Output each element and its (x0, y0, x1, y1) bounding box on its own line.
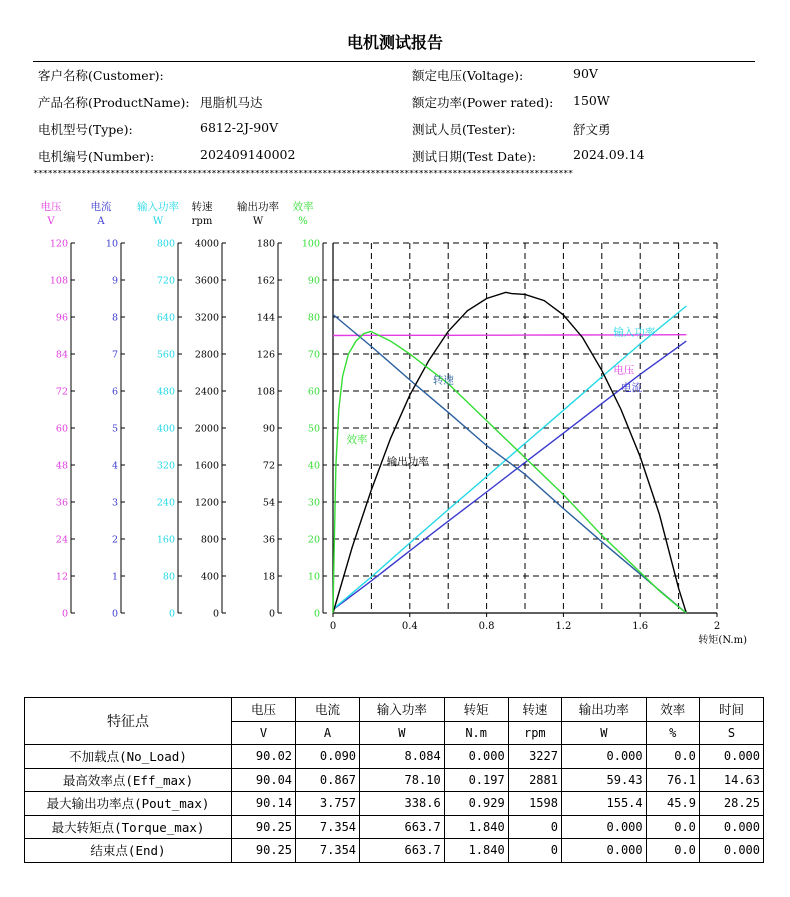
tester-value: 舒文勇 (573, 122, 611, 137)
x-tick-label: 1.2 (555, 621, 572, 632)
y-tick-label: 0 (61, 608, 68, 620)
cell: 663.7 (360, 839, 445, 863)
header-feature-point: 特征点 (25, 698, 232, 745)
cell: 1598 (508, 792, 561, 816)
voltage-label: 额定电压(Voltage): (412, 68, 524, 83)
y-tick-label: 1600 (194, 460, 219, 472)
table-row (25, 839, 764, 863)
axis-title-efficiency: 效率 (292, 201, 314, 213)
y-tick-label: 1200 (194, 497, 219, 509)
series-label-input_power: 输入功率 (613, 326, 656, 339)
table-header-row (25, 698, 764, 722)
y-tick-label: 30 (307, 497, 320, 509)
type-value: 6812-2J-90V (200, 120, 279, 135)
row-name: 最大转矩点(Torque_max) (25, 815, 232, 839)
y-tick-label: 480 (156, 386, 175, 398)
cell: 14.63 (699, 768, 763, 792)
cell: 90.25 (232, 839, 296, 863)
y-tick-label: 5 (111, 423, 118, 435)
cell: 28.25 (699, 792, 763, 816)
y-tick-label: 36 (55, 497, 68, 509)
y-tick-label: 2800 (194, 349, 219, 361)
y-tick-label: 800 (156, 238, 175, 250)
cell: 0.197 (444, 768, 508, 792)
cell: 3.757 (296, 792, 360, 816)
cell: 8.084 (360, 745, 445, 769)
y-tick-label: 10 (307, 571, 320, 583)
y-tick-label: 100 (301, 238, 320, 250)
cell: 90.02 (232, 745, 296, 769)
y-tick-label: 144 (256, 312, 275, 324)
cell: 0.000 (699, 815, 763, 839)
y-tick-label: 72 (55, 386, 68, 398)
series-label-speed: 转速 (432, 374, 454, 387)
col-header: 转矩 (444, 698, 508, 722)
y-tick-label: 80 (307, 312, 320, 324)
col-unit: A (296, 721, 360, 745)
axis-title-input_power: 输入功率 (137, 201, 179, 213)
row-name: 结束点(End) (25, 839, 232, 863)
customer-label: 客户名称(Customer): (38, 68, 164, 83)
y-tick-label: 320 (156, 460, 175, 472)
y-tick-label: 60 (55, 423, 68, 435)
cell: 90.04 (232, 768, 296, 792)
y-tick-label: 36 (262, 534, 275, 546)
y-tick-label: 90 (307, 275, 320, 287)
x-tick-label: 1.6 (632, 621, 649, 632)
title-rule (33, 61, 755, 62)
axis-title-voltage: 电压 (40, 201, 62, 213)
cell: 0.000 (561, 815, 646, 839)
y-tick-label: 2400 (194, 386, 219, 398)
y-tick-label: 60 (307, 386, 320, 398)
y-tick-label: 400 (156, 423, 175, 435)
col-header: 时间 (699, 698, 763, 722)
date-label: 测试日期(Test Date): (412, 149, 537, 164)
y-tick-label: 560 (156, 349, 175, 361)
y-tick-label: 400 (200, 571, 219, 583)
type-label: 电机型号(Type): (38, 122, 133, 137)
cell: 0.867 (296, 768, 360, 792)
axis-unit-voltage: V (47, 216, 55, 227)
x-tick-label: 0.4 (401, 621, 418, 632)
series-label-efficiency: 效率 (346, 433, 368, 446)
series-label-current: 电流 (621, 382, 642, 394)
cell: 90.14 (232, 792, 296, 816)
col-header: 转速 (508, 698, 561, 722)
col-unit: N.m (444, 721, 508, 745)
cell: 663.7 (360, 815, 445, 839)
y-tick-label: 3 (111, 497, 118, 509)
y-tick-label: 1 (111, 571, 118, 583)
row-name: 最高效率点(Eff_max) (25, 768, 232, 792)
col-unit: W (561, 721, 646, 745)
cell: 0.0 (646, 745, 699, 769)
y-tick-label: 640 (156, 312, 175, 324)
cell: 0.000 (561, 839, 646, 863)
cell: 0.929 (444, 792, 508, 816)
y-tick-label: 800 (200, 534, 219, 546)
star-separator: **************************************************************************************************************** (33, 170, 573, 178)
y-tick-label: 0 (168, 608, 175, 620)
cell: 0.000 (699, 745, 763, 769)
cell: 76.1 (646, 768, 699, 792)
x-tick-label: 2 (713, 621, 721, 632)
series-label-voltage: 电压 (613, 364, 635, 377)
col-header: 效率 (646, 698, 699, 722)
product-value: 甩脂机马达 (200, 95, 263, 110)
y-tick-label: 7 (111, 349, 118, 361)
cell: 0.000 (699, 839, 763, 863)
motor-performance-chart (0, 190, 790, 660)
axis-unit-input_power: W (152, 216, 164, 227)
col-header: 输出功率 (561, 698, 646, 722)
cell: 0.0 (646, 839, 699, 863)
col-unit: rpm (508, 721, 561, 745)
y-tick-label: 3600 (194, 275, 219, 287)
y-tick-label: 9 (111, 275, 118, 287)
x-tick-label: 0.8 (478, 621, 495, 632)
y-tick-label: 120 (49, 238, 68, 250)
y-tick-label: 180 (256, 238, 275, 250)
tester-label: 测试人员(Tester): (412, 122, 516, 137)
y-tick-label: 40 (307, 460, 320, 472)
col-unit: V (232, 721, 296, 745)
y-tick-label: 108 (256, 386, 275, 398)
y-tick-label: 18 (262, 571, 275, 583)
col-unit: W (360, 721, 445, 745)
table-row (25, 768, 764, 792)
y-tick-label: 2 (111, 534, 118, 546)
characteristic-points-table (24, 697, 764, 863)
cell: 0.000 (444, 745, 508, 769)
axis-unit-speed: rpm (191, 216, 213, 227)
cell: 45.9 (646, 792, 699, 816)
series-label-output_power: 输出功率 (386, 456, 429, 468)
y-tick-label: 10 (105, 238, 118, 250)
y-tick-label: 96 (55, 312, 68, 324)
y-tick-label: 126 (256, 349, 275, 361)
cell: 2881 (508, 768, 561, 792)
power-value: 150W (573, 93, 610, 108)
report-title: 电机测试报告 (346, 33, 443, 52)
y-tick-label: 240 (156, 497, 175, 509)
cell: 7.354 (296, 839, 360, 863)
number-value: 202409140002 (200, 147, 296, 162)
x-tick-label: 0 (329, 621, 337, 632)
product-label: 产品名称(ProductName): (38, 95, 190, 110)
cell: 1.840 (444, 815, 508, 839)
y-tick-label: 108 (49, 275, 68, 287)
y-tick-label: 70 (307, 349, 320, 361)
y-tick-label: 8 (111, 312, 118, 324)
cell: 0.0 (646, 815, 699, 839)
cell: 59.43 (561, 768, 646, 792)
y-tick-label: 160 (156, 534, 175, 546)
y-tick-label: 720 (156, 275, 175, 287)
y-tick-label: 48 (55, 460, 68, 472)
col-header: 输入功率 (360, 698, 445, 722)
y-tick-label: 0 (313, 608, 320, 620)
row-name: 不加载点(No_Load) (25, 745, 232, 769)
table-row (25, 792, 764, 816)
axis-title-current: 电流 (90, 201, 112, 213)
col-unit: S (699, 721, 763, 745)
y-tick-label: 3200 (194, 312, 219, 324)
power-label: 额定功率(Power rated): (412, 95, 554, 110)
cell: 0.000 (561, 745, 646, 769)
y-tick-label: 2000 (194, 423, 219, 435)
y-tick-label: 6 (111, 386, 118, 398)
cell: 0.090 (296, 745, 360, 769)
cell: 0 (508, 839, 561, 863)
number-label: 电机编号(Number): (38, 149, 155, 164)
row-name: 最大输出功率点(Pout_max) (25, 792, 232, 816)
axis-unit-efficiency: % (298, 216, 308, 227)
y-tick-label: 20 (307, 534, 320, 546)
axis-title-output_power: 输出功率 (237, 201, 279, 213)
y-tick-label: 4000 (194, 238, 219, 250)
col-unit: % (646, 721, 699, 745)
y-tick-label: 4 (111, 460, 118, 472)
cell: 1.840 (444, 839, 508, 863)
y-tick-label: 162 (256, 275, 275, 287)
date-value: 2024.09.14 (573, 147, 645, 162)
col-header: 电流 (296, 698, 360, 722)
axis-unit-output_power: W (252, 216, 264, 227)
cell: 338.6 (360, 792, 445, 816)
y-tick-label: 72 (262, 460, 275, 472)
axis-title-speed: 转速 (191, 201, 213, 213)
cell: 155.4 (561, 792, 646, 816)
y-tick-label: 0 (111, 608, 118, 620)
cell: 3227 (508, 745, 561, 769)
y-tick-label: 24 (55, 534, 68, 546)
cell: 0 (508, 815, 561, 839)
x-axis-label: 转矩(N.m) (698, 635, 747, 646)
axis-unit-current: A (97, 216, 105, 227)
y-tick-label: 0 (212, 608, 219, 620)
voltage-value: 90V (573, 66, 598, 81)
cell: 7.354 (296, 815, 360, 839)
y-tick-label: 84 (55, 349, 68, 361)
table-row (25, 745, 764, 769)
y-tick-label: 0 (268, 608, 275, 620)
cell: 90.25 (232, 815, 296, 839)
y-tick-label: 90 (262, 423, 275, 435)
table-row (25, 815, 764, 839)
y-tick-label: 80 (162, 571, 175, 583)
y-tick-label: 54 (262, 497, 275, 509)
y-tick-label: 50 (307, 423, 320, 435)
cell: 78.10 (360, 768, 445, 792)
y-tick-label: 12 (55, 571, 68, 583)
col-header: 电压 (232, 698, 296, 722)
